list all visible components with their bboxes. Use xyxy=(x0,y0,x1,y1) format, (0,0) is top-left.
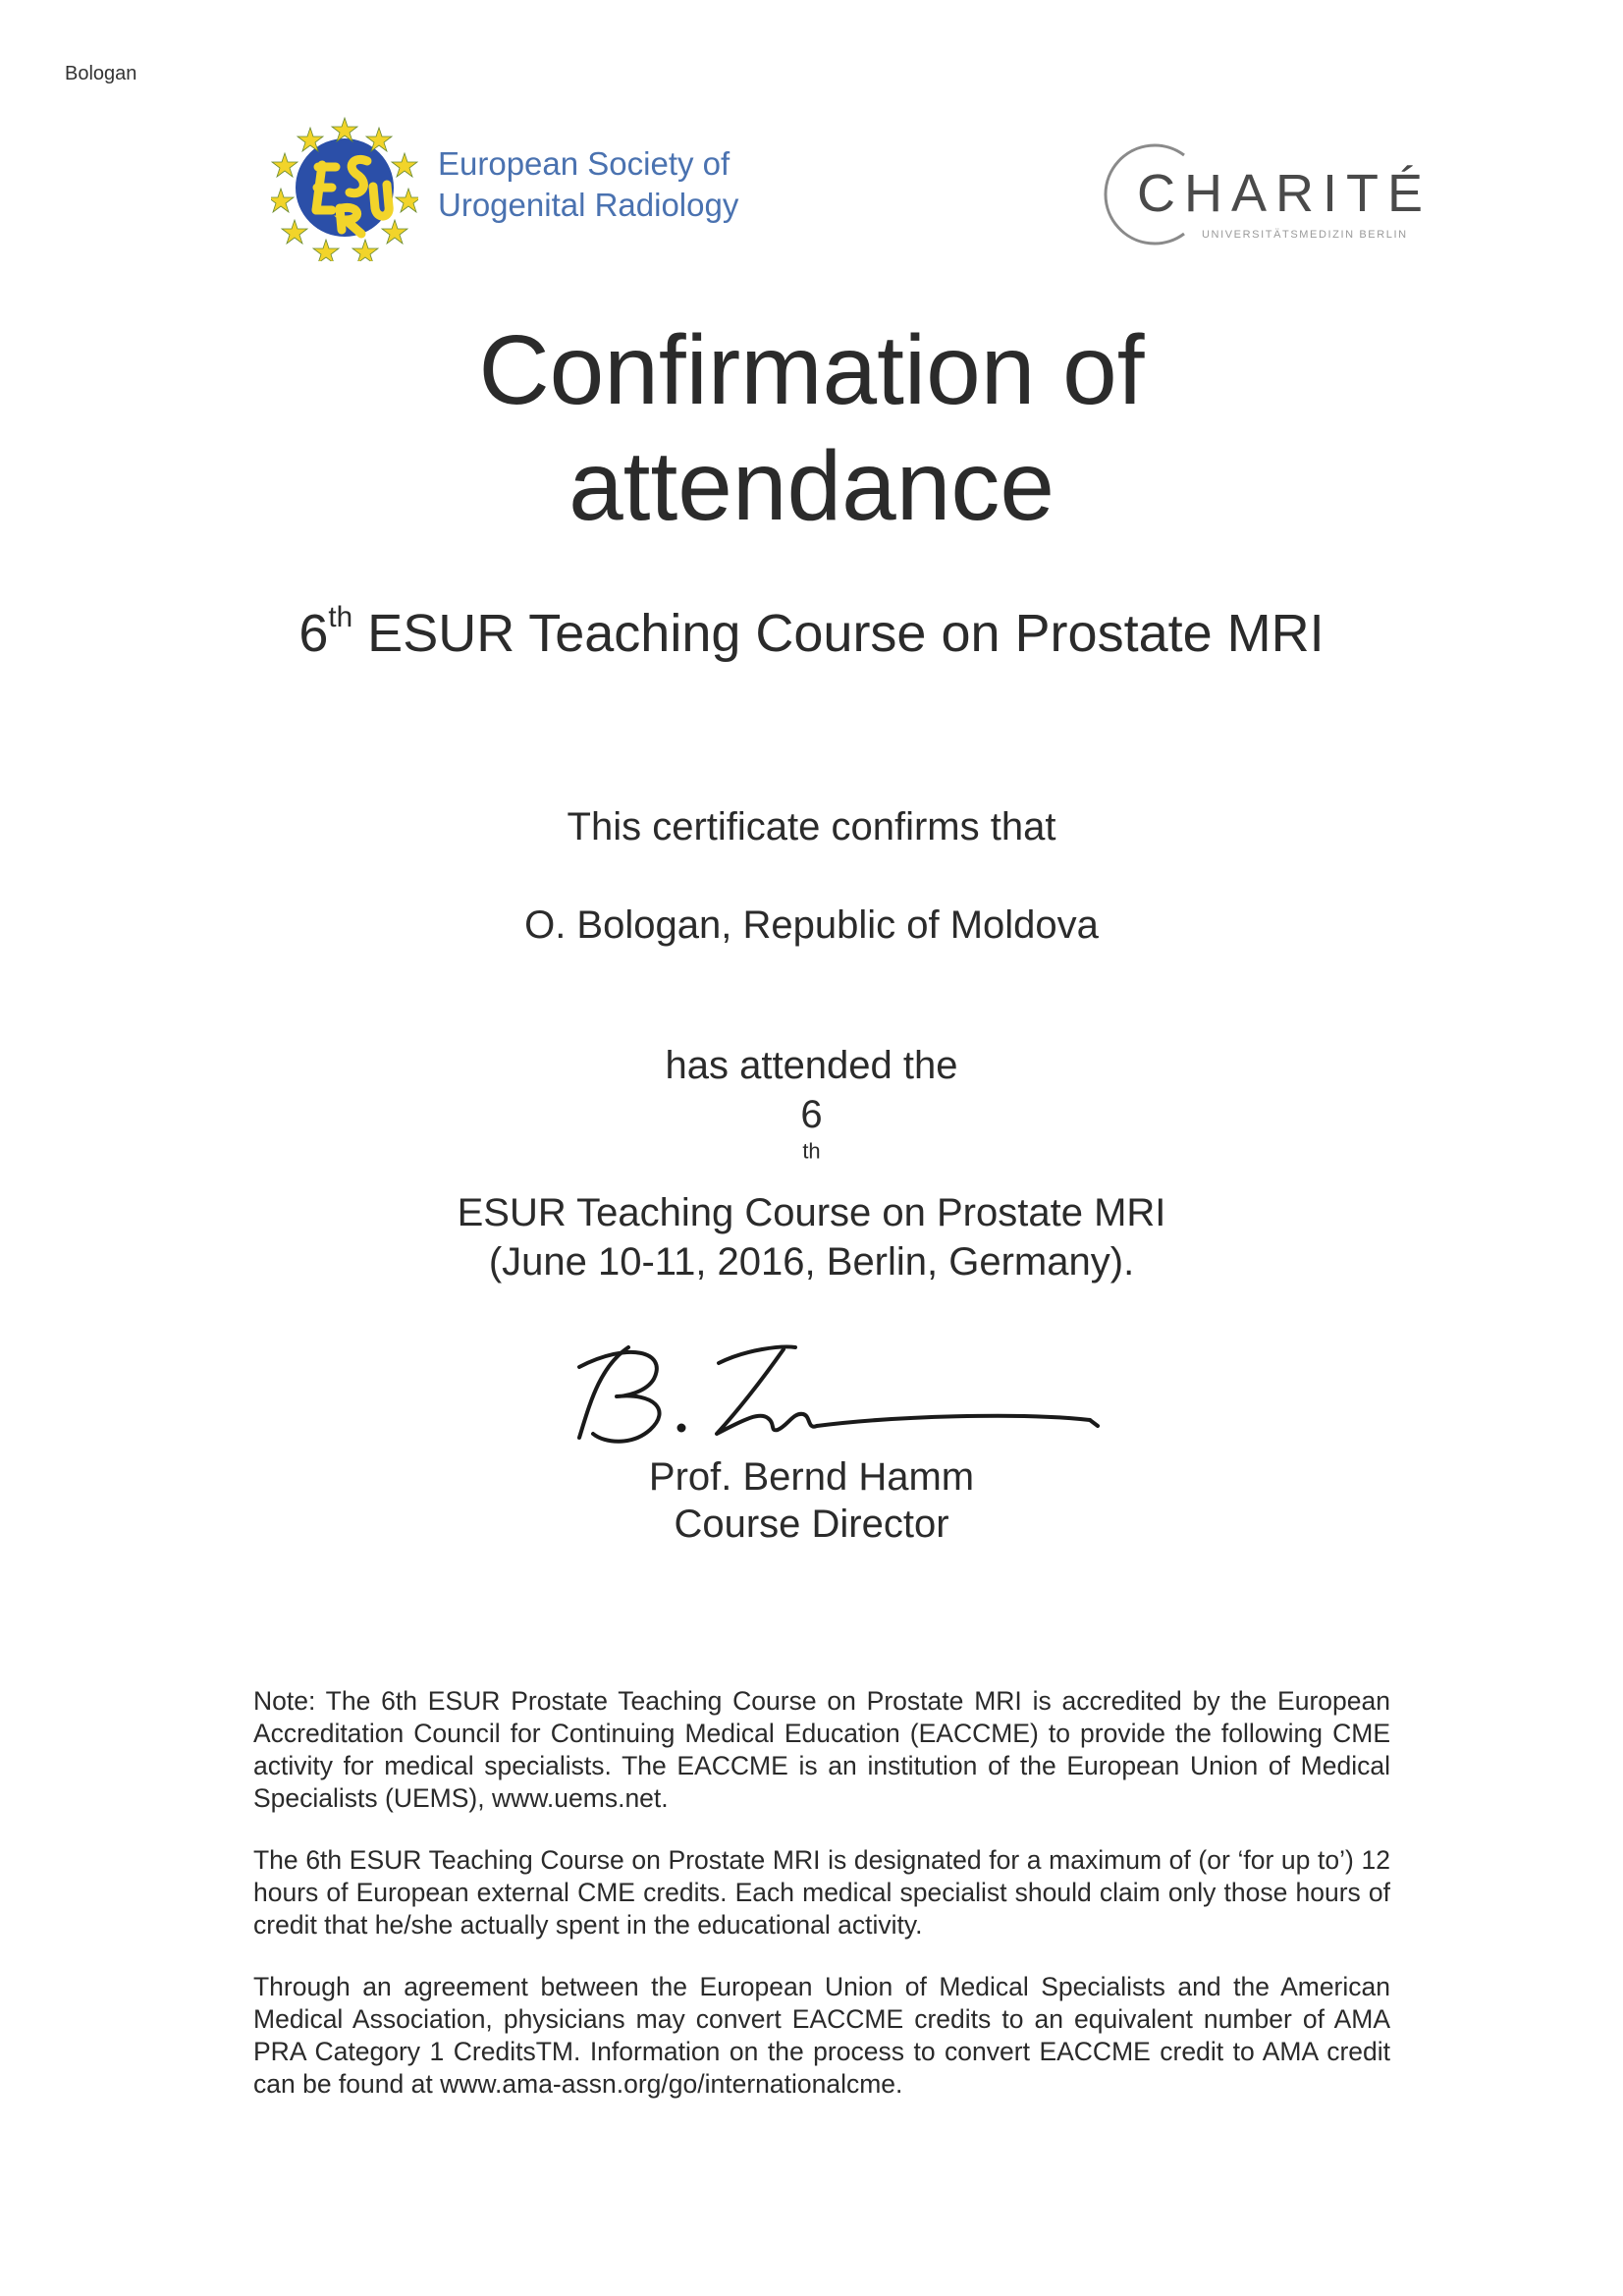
attendee-name: O. Bologan, Republic of Moldova xyxy=(524,903,1099,947)
attendance-statement xyxy=(0,1041,1623,1286)
charite-subtitle: UNIVERSITÄTSMEDIZIN BERLIN xyxy=(1202,229,1408,241)
attended-line1 xyxy=(0,1041,1623,1237)
esur-name-line2: Urogenital Radiology xyxy=(438,187,739,223)
title-line2: attendance xyxy=(568,431,1055,541)
signer-name: Prof. Bernd Hamm xyxy=(648,1455,975,1499)
certificate-title xyxy=(0,312,1623,544)
course-heading xyxy=(0,600,1623,664)
charite-logo xyxy=(1090,136,1433,253)
course-ordinal-number: 6 xyxy=(298,604,329,663)
note-paragraph: The 6th ESUR Teaching Course on Prostate MRI is designated for a maximum of (or ‘for up to’) 12 hours of European external CME credits. Each medical specialist should claim only those hours of credit that he/she actually spent in the educational activity. xyxy=(253,1845,1390,1940)
esur-society-name xyxy=(438,143,738,226)
attended-course: ESUR Teaching Course on Prostate MRI xyxy=(457,1191,1166,1234)
title-line1: Confirmation of xyxy=(478,315,1145,425)
esur-logo xyxy=(271,114,782,261)
esur-name-line1: European Society of xyxy=(438,145,730,182)
corner-name: Bologan xyxy=(65,63,137,84)
signature-icon xyxy=(560,1328,1109,1455)
attended-suffix: th xyxy=(802,1138,821,1164)
confirms-text: This certificate confirms that xyxy=(567,805,1056,848)
charite-wordmark: CHARITÉ xyxy=(1137,164,1433,223)
signer-role: Course Director xyxy=(674,1503,949,1546)
accreditation-notes xyxy=(253,1685,1390,2130)
attended-number: 6 xyxy=(800,1093,823,1136)
note-paragraph: Note: The 6th ESUR Prostate Teaching Course on Prostate MRI is accredited by the European Accreditation Council for Continuing Medical Education (EACCME) to provide the following CME activity for medical specialists. The EACCME is an institution of the European Union of Medical Specialists (UEMS), www.uems.net. xyxy=(253,1686,1390,1813)
esur-emblem-icon xyxy=(271,114,418,261)
attended-prefix: has attended the xyxy=(665,1044,958,1087)
attended-details: (June 10-11, 2016, Berlin, Germany). xyxy=(488,1240,1135,1284)
note-paragraph: Through an agreement between the European Union of Medical Specialists and the American Medical Association, physicians may convert EACCME credits to an equivalent number of AMA PRA Category 1 CreditsTM. Information on the process to convert EACCME credit to AMA credit can be found at www.ama-assn.org/go/internationalcme. xyxy=(253,1972,1390,2099)
course-ordinal-suffix: th xyxy=(328,600,353,633)
signer-block xyxy=(0,1453,1623,1548)
course-name: ESUR Teaching Course on Prostate MRI xyxy=(352,604,1325,663)
